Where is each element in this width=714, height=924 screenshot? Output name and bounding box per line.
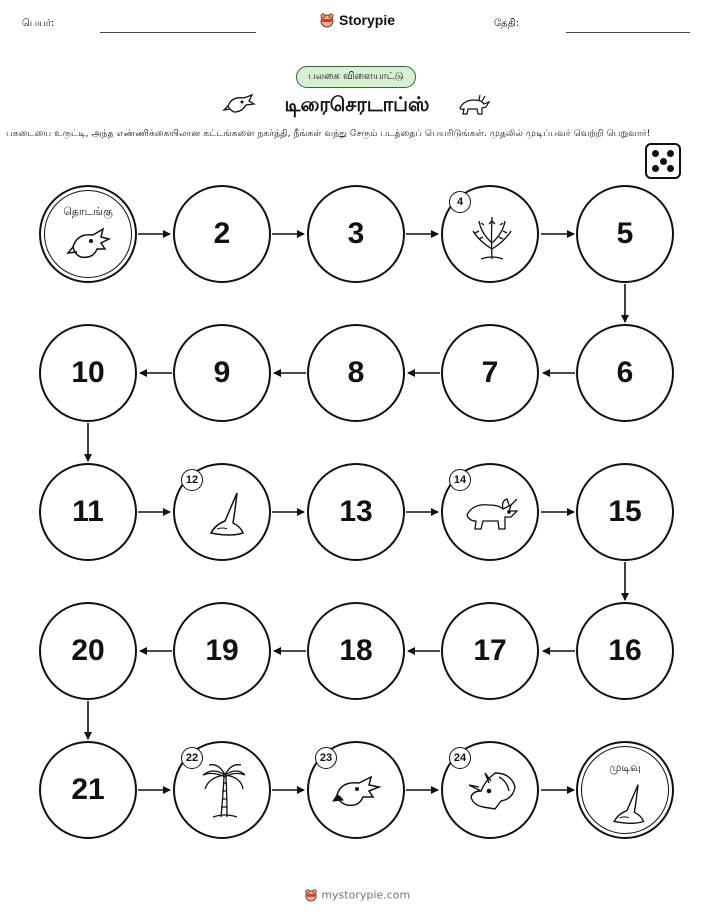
- board-cell-19: 19: [173, 602, 271, 700]
- cell-number-badge: 4: [449, 191, 471, 213]
- page-title: டிரைசெரடாப்ஸ்: [284, 92, 430, 116]
- palm-tree-icon: [199, 761, 249, 821]
- bird-head-icon: [331, 773, 385, 813]
- board-cell-finish: [576, 741, 674, 839]
- finish-label: முடிவு: [609, 761, 641, 774]
- board-cell-11: 11: [39, 463, 137, 561]
- cell-number-badge: 12: [181, 469, 203, 491]
- game-type-tag: பலகை விளையாட்டு: [296, 66, 416, 88]
- start-label: தொடங்கு: [63, 205, 113, 218]
- board-cell-10: 10: [39, 324, 137, 422]
- name-label: பெயர்:: [22, 18, 55, 29]
- board-cell-18: 18: [307, 602, 405, 700]
- board-cell-5: 5: [576, 185, 674, 283]
- cell-number-badge: 14: [449, 469, 471, 491]
- board-cell-2: 2: [173, 185, 271, 283]
- board-cell-21: 21: [39, 741, 137, 839]
- brand-name: Storypie: [338, 12, 395, 28]
- triceratops-head-icon: [465, 769, 521, 815]
- board-cell-3: 3: [307, 185, 405, 283]
- board-cell-7: 7: [441, 324, 539, 422]
- dinosaur-claw-icon: [201, 489, 249, 539]
- board-cell-9: 9: [173, 324, 271, 422]
- storypie-logo-icon: [304, 888, 318, 902]
- board-cell-8: 8: [307, 324, 405, 422]
- date-label: தேதி:: [494, 18, 520, 29]
- cell-number-badge: 24: [449, 747, 471, 769]
- board-cell-15: 15: [576, 463, 674, 561]
- board-cell-13: 13: [307, 463, 405, 561]
- triceratops-icon: [463, 493, 523, 535]
- bird-head-icon: [65, 225, 115, 265]
- dinosaur-claw-icon: [604, 781, 650, 827]
- footer: [0, 888, 714, 902]
- board-cell-16: 16: [576, 602, 674, 700]
- cell-number-badge: 22: [181, 747, 203, 769]
- footer-site-link[interactable]: mystorypie.com: [321, 888, 411, 902]
- instructions: பகடையை உருட்டி, அந்த எண்ணிக்கையிலான கட்டங்களை நகர்த்தி, நீங்கள் வந்து சேரும் படத்தைப் பெயரிடுங்கள். முதலில் முடிப்பவர் வெற்றி பெறுவார்!: [6, 128, 651, 139]
- board-cell-start: [39, 185, 137, 283]
- fern-plant-icon: [467, 209, 517, 263]
- board-cell-20: 20: [39, 602, 137, 700]
- board-cell-17: 17: [441, 602, 539, 700]
- cell-number-badge: 23: [315, 747, 337, 769]
- board-cell-6: 6: [576, 324, 674, 422]
